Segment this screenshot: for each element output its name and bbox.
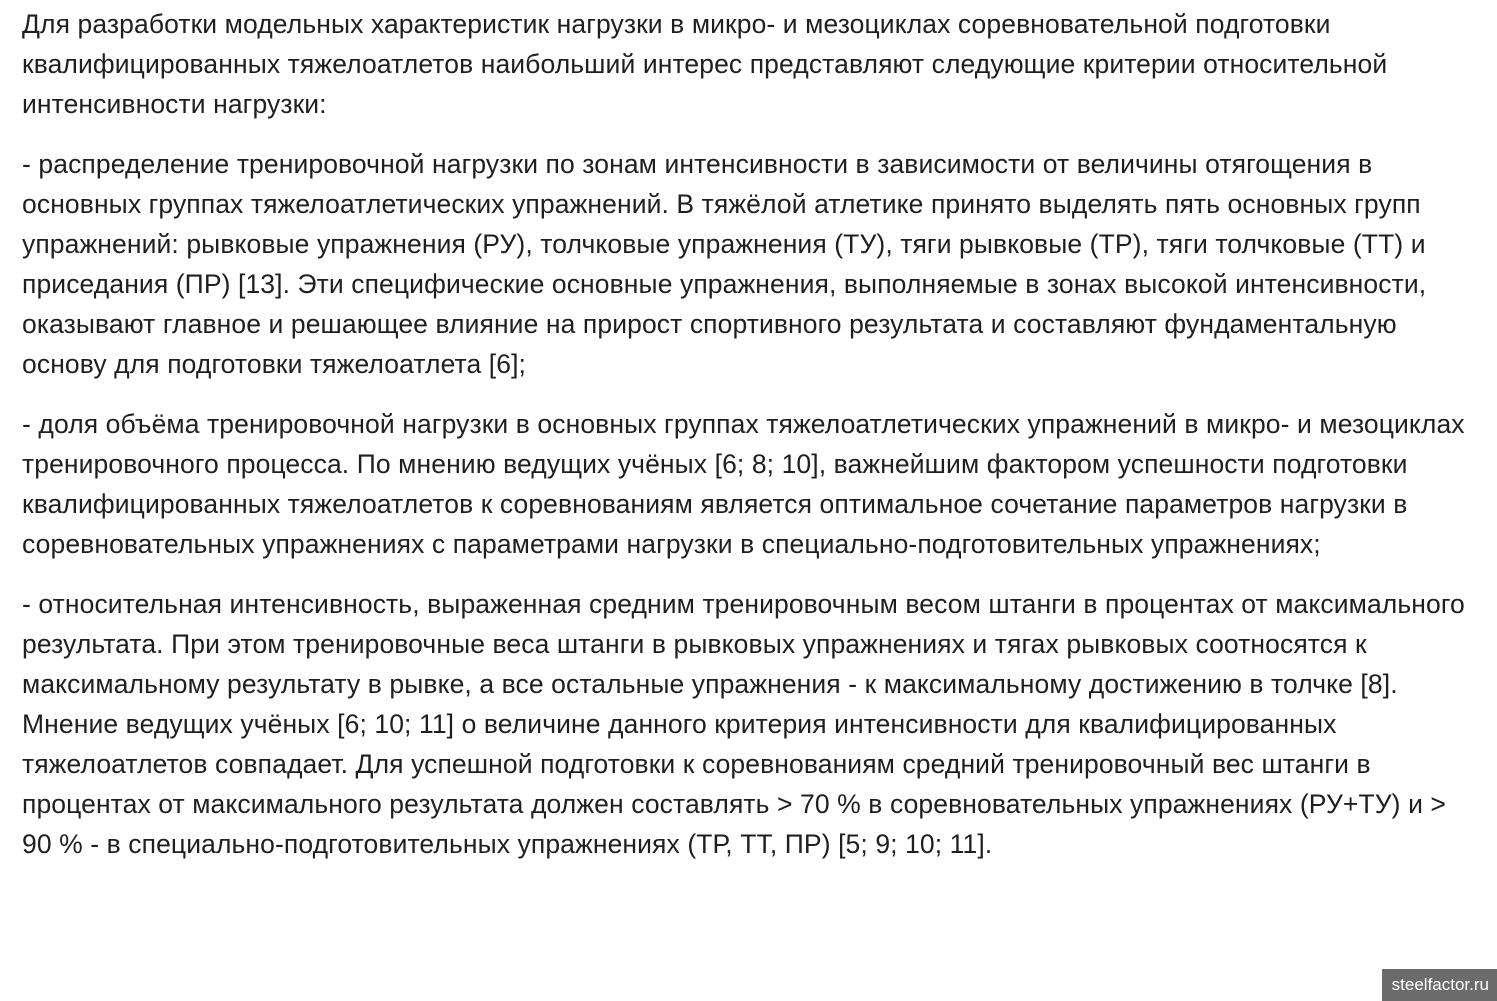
paragraph-criterion-distribution: - распределение тренировочной нагрузки по зонам интенсивности в зависимости от величины отягощения в основных группах тяжелоатлетических упражнений. В тяжёлой атлетике принято выделять пять основных групп упражнений: рывковые упражнения (РУ), толчковые упражнения (ТУ), тяги рывковые (ТР), тяги толчковые (ТТ) и приседания (ПР) [13]. Эти специфические основные упражнения, выполняемые в зонах высокой интенсивности, оказывают главное и решающее влияние на прирост спортивного результата и составляют фундаментальную основу для подготовки тяжелоатлета [6]; <box>22 149 1427 379</box>
paragraph-criterion-volume-share: - доля объёма тренировочной нагрузки в основных группах тяжелоатлетических упражнений в микро- и мезоциклах тренировочного процесса. По мнению ведущих учёных [6; 8; 10], важнейшим фактором успешности подготовки квалифицированных тяжелоатлетов к соревнованиям является оптимальное сочетание параметров нагрузки в соревновательных упражнениях с параметрами нагрузки в специально-подготовительных упражнениях; <box>22 409 1465 559</box>
site-watermark: steelfactor.ru <box>1382 969 1497 1001</box>
paragraph-intro: Для разработки модельных характеристик нагрузки в микро- и мезоциклах соревновательной подготовки квалифицированных тяжелоатлетов наибольший интерес представляют следующие критерии относительной интенсивности нагрузки: <box>22 9 1388 119</box>
paragraph-criterion-relative-intensity: - относительная интенсивность, выраженная средним тренировочным весом штанги в процентах от максимального результата. При этом тренировочные веса штанги в рывковых упражнениях и тягах рывковых соотносятся к максимальному результату в рывке, а все остальные упражнения - к максимальному достижению в толчке [8]. Мнение ведущих учёных [6; 10; 11] о величине данного критерия интенсивности для квалифицированных тяжелоатлетов совпадает. Для успешной подготовки к соревнованиям средний тренировочный вес штанги в процентах от максимального результата должен составлять > 70 % в соревновательных упражнениях (РУ+ТУ) и > 90 % - в специально-подготовительных упражнениях (ТР, ТТ, ПР) [5; 9; 10; 11]. <box>22 589 1465 859</box>
article-body <box>22 4 1472 884</box>
